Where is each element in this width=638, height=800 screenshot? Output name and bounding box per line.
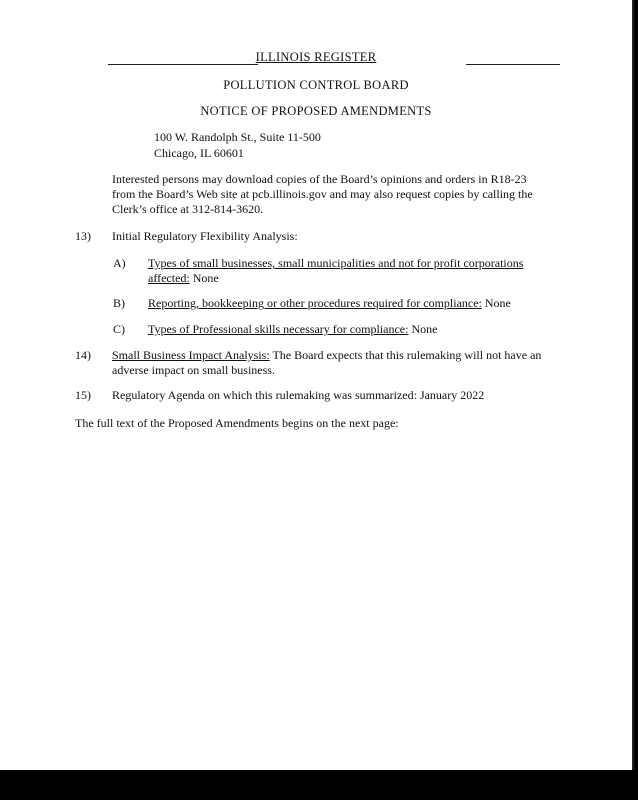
item-c-value: None bbox=[411, 322, 438, 336]
section-15-text bbox=[112, 388, 552, 403]
item-b-label: Reporting, bookkeeping or other procedures required for compliance: bbox=[148, 296, 482, 310]
item-a-label: Types of small businesses, small municipalities and not for profit corporations affected: bbox=[148, 256, 524, 285]
closing-line: The full text of the Proposed Amendments begins on the next page: bbox=[75, 416, 399, 430]
section-13-title: Initial Regulatory Flexibility Analysis: bbox=[112, 229, 298, 243]
item-b-value: None bbox=[484, 296, 511, 310]
section-14-text bbox=[112, 348, 552, 378]
register-title: ILLINOIS REGISTER bbox=[255, 50, 377, 64]
section-13-number: 13) bbox=[75, 229, 91, 243]
address-line-2: Chicago, IL 60601 bbox=[154, 146, 244, 160]
item-a-letter: A) bbox=[113, 256, 126, 270]
section-15-body: Regulatory Agenda on which this rulemaking was summarized: bbox=[112, 388, 417, 402]
section-15-number: 15) bbox=[75, 388, 91, 402]
item-b-letter: B) bbox=[113, 296, 125, 310]
section-15-value: January 2022 bbox=[419, 388, 485, 402]
item-c-text bbox=[148, 322, 548, 337]
section-14-label: Small Business Impact Analysis: bbox=[112, 348, 270, 362]
scan-bottom-border bbox=[0, 770, 638, 800]
item-b-text bbox=[148, 296, 548, 311]
intro-paragraph: Interested persons may download copies of the Board’s opinions and orders in R18-23 from the Board’s Web site at pcb.illinois.gov and may also request copies by calling the Clerk’s office at 312-814-3620. bbox=[112, 172, 533, 216]
section-14-body: The Board expects that this rulemaking will not have an adverse impact on small business. bbox=[112, 348, 542, 377]
item-a-text bbox=[148, 256, 548, 286]
item-c-label: Types of Professional skills necessary for compliance: bbox=[148, 322, 409, 336]
notice-title: NOTICE OF PROPOSED AMENDMENTS bbox=[200, 104, 432, 118]
agency-name: POLLUTION CONTROL BOARD bbox=[223, 78, 409, 92]
section-14-number: 14) bbox=[75, 348, 91, 362]
item-c-letter: C) bbox=[113, 322, 125, 336]
item-a-value: None bbox=[192, 271, 219, 285]
address-line-1: 100 W. Randolph St., Suite 11-500 bbox=[154, 130, 321, 144]
